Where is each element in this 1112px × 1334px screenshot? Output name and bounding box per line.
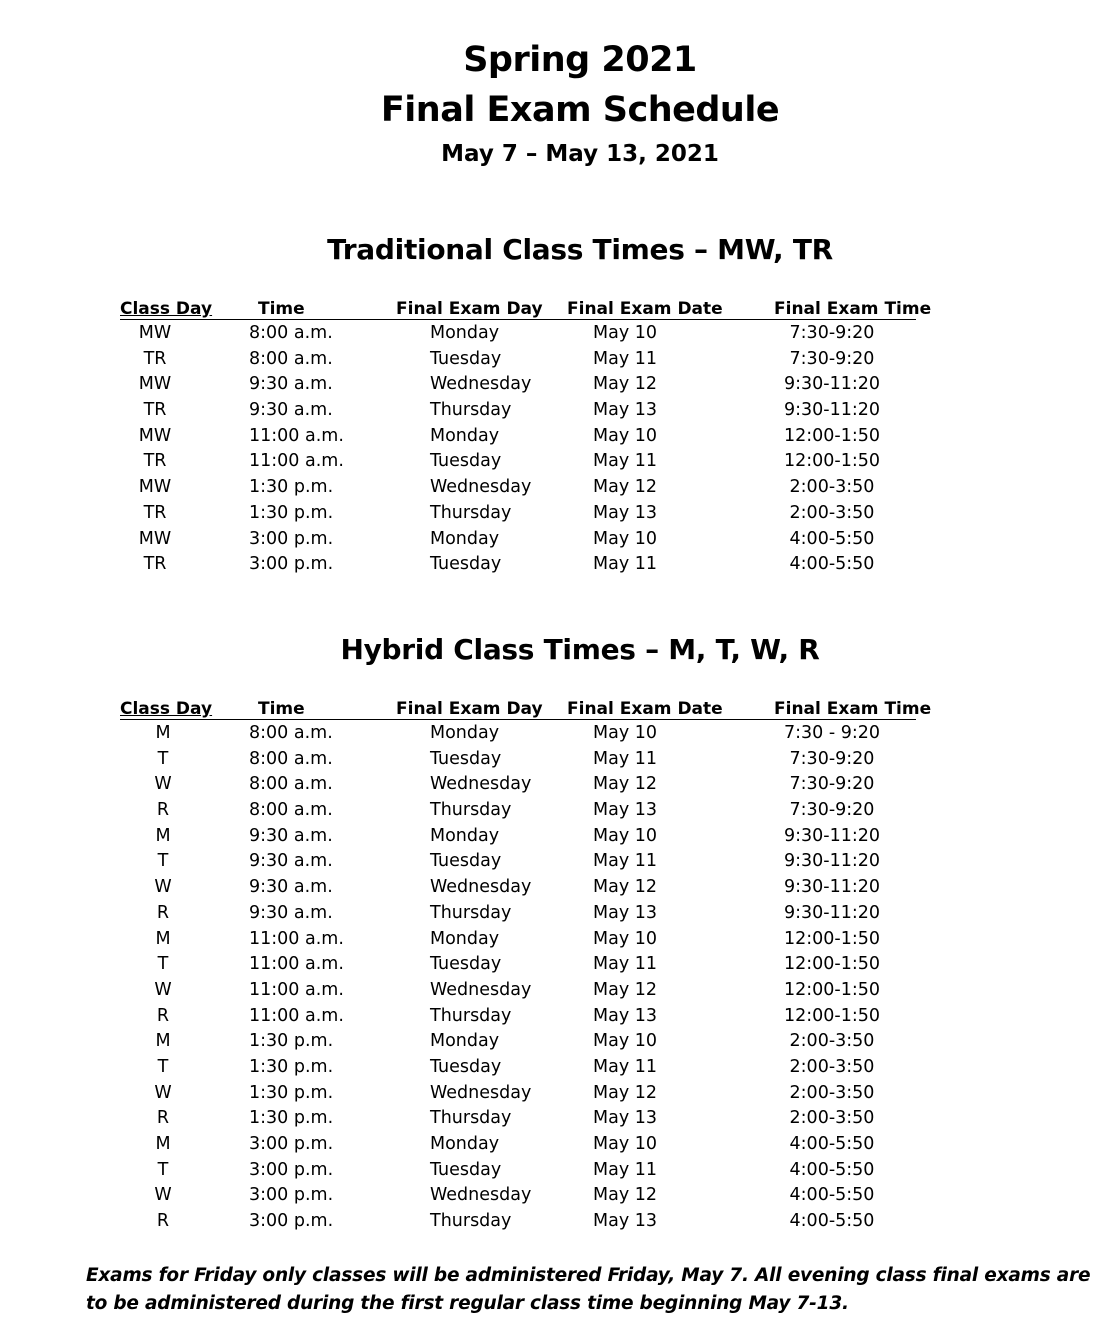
- cell-final-exam-day: Thursday: [430, 800, 512, 821]
- cell-class-day: M: [155, 928, 171, 949]
- cell-time: 8:00 a.m.: [249, 323, 333, 343]
- cell-final-exam-date: May 12: [593, 774, 658, 795]
- table-row: [0, 397, 1112, 423]
- cell-time: 11:00 a.m.: [249, 1005, 344, 1026]
- cell-final-exam-date: May 12: [593, 374, 658, 395]
- cell-final-exam-date: May 11: [593, 748, 658, 769]
- cell-final-exam-date: May 12: [593, 877, 658, 898]
- table-row: [0, 900, 1112, 926]
- table-row: [0, 951, 1112, 977]
- table-row: [0, 448, 1112, 474]
- column-header-time: Time: [258, 299, 305, 319]
- table-row: [0, 423, 1112, 449]
- cell-final-exam-day: Tuesday: [430, 451, 502, 472]
- cell-class-day: TR: [143, 348, 167, 369]
- table-row: [0, 1080, 1112, 1106]
- cell-class-day: TR: [143, 400, 167, 421]
- cell-time: 9:30 a.m.: [249, 877, 333, 898]
- table-header: [0, 698, 1112, 720]
- table-row: [0, 1054, 1112, 1080]
- cell-final-exam-day: Tuesday: [430, 554, 502, 575]
- table-row: [0, 874, 1112, 900]
- cell-time: 3:00 p.m.: [249, 1134, 334, 1154]
- cell-final-exam-time: 7:30-9:20: [789, 774, 875, 795]
- cell-final-exam-day: Monday: [430, 723, 500, 743]
- cell-final-exam-day: Tuesday: [430, 1056, 502, 1077]
- cell-final-exam-time: 12:00-1:50: [783, 425, 881, 446]
- cell-final-exam-date: May 11: [593, 348, 658, 369]
- cell-class-day: R: [156, 902, 170, 923]
- cell-final-exam-date: May 10: [593, 1134, 658, 1154]
- cell-class-day: W: [154, 877, 172, 898]
- cell-final-exam-time: 12:00-1:50: [783, 451, 881, 472]
- cell-final-exam-day: Monday: [430, 1134, 500, 1154]
- table-row: [0, 977, 1112, 1003]
- cell-final-exam-time: 2:00-3:50: [789, 502, 875, 523]
- cell-time: 9:30 a.m.: [249, 825, 333, 846]
- table-row: [0, 500, 1112, 526]
- cell-class-day: MW: [138, 528, 172, 549]
- cell-final-exam-day: Thursday: [430, 400, 512, 421]
- table-row: [0, 746, 1112, 772]
- cell-final-exam-time: 12:00-1:50: [783, 1005, 881, 1026]
- cell-final-exam-day: Wednesday: [430, 477, 532, 498]
- cell-final-exam-day: Monday: [430, 323, 500, 343]
- cell-time: 9:30 a.m.: [249, 400, 333, 421]
- cell-class-day: TR: [143, 554, 167, 575]
- table-row: [0, 848, 1112, 874]
- cell-final-exam-day: Tuesday: [430, 348, 502, 369]
- column-header-final-exam-date: Final Exam Date: [567, 699, 723, 719]
- column-header-final-exam-day: Final Exam Day: [396, 699, 543, 719]
- cell-time: 3:00 p.m.: [249, 1211, 334, 1232]
- cell-final-exam-time: 12:00-1:50: [783, 979, 881, 1000]
- cell-final-exam-time: 2:00-3:50: [789, 1031, 875, 1052]
- cell-time: 9:30 a.m.: [249, 851, 333, 872]
- cell-final-exam-time: 2:00-3:50: [789, 1056, 875, 1077]
- cell-final-exam-time: 9:30-11:20: [783, 374, 881, 395]
- cell-final-exam-day: Monday: [430, 528, 500, 549]
- cell-final-exam-time: 12:00-1:50: [783, 928, 881, 949]
- cell-class-day: W: [154, 1082, 172, 1103]
- cell-time: 11:00 a.m.: [249, 451, 344, 472]
- cell-final-exam-day: Monday: [430, 928, 500, 949]
- cell-final-exam-time: 7:30-9:20: [789, 800, 875, 821]
- cell-class-day: R: [156, 1005, 170, 1026]
- cell-final-exam-day: Thursday: [430, 1005, 512, 1026]
- table-row: [0, 346, 1112, 372]
- cell-final-exam-day: Thursday: [430, 1108, 512, 1129]
- cell-final-exam-date: May 12: [593, 477, 658, 498]
- cell-final-exam-time: 2:00-3:50: [789, 1108, 875, 1129]
- cell-final-exam-day: Wednesday: [430, 774, 532, 795]
- cell-final-exam-time: 4:00-5:50: [789, 554, 875, 575]
- column-header-class-day: Class Day: [120, 699, 213, 719]
- cell-time: 3:00 p.m.: [249, 528, 334, 549]
- cell-final-exam-day: Tuesday: [430, 954, 502, 975]
- cell-final-exam-date: May 13: [593, 800, 658, 821]
- hybrid-schedule-table: [0, 698, 1112, 1234]
- cell-final-exam-time: 4:00-5:50: [789, 1159, 875, 1180]
- cell-final-exam-day: Monday: [430, 425, 500, 446]
- table-row: [0, 1028, 1112, 1054]
- cell-time: 1:30 p.m.: [249, 1056, 334, 1077]
- cell-final-exam-date: May 13: [593, 1108, 658, 1129]
- table-row: [0, 320, 1112, 346]
- table-row: [0, 1182, 1112, 1208]
- cell-time: 11:00 a.m.: [249, 979, 344, 1000]
- cell-time: 8:00 a.m.: [249, 348, 333, 369]
- cell-class-day: MW: [138, 374, 172, 395]
- traditional-section-heading: Traditional Class Times – MW, TR: [327, 233, 833, 266]
- table-row: [0, 526, 1112, 552]
- cell-class-day: R: [156, 1108, 170, 1129]
- cell-final-exam-day: Thursday: [430, 1211, 512, 1232]
- cell-final-exam-time: 7:30-9:20: [789, 323, 875, 343]
- cell-final-exam-day: Thursday: [430, 502, 512, 523]
- cell-final-exam-time: 9:30-11:20: [783, 851, 881, 872]
- table-header: [0, 298, 1112, 320]
- cell-class-day: T: [157, 1159, 169, 1180]
- cell-class-day: R: [156, 800, 170, 821]
- column-header-final-exam-day: Final Exam Day: [396, 299, 543, 319]
- cell-final-exam-time: 2:00-3:50: [789, 477, 875, 498]
- cell-time: 8:00 a.m.: [249, 800, 333, 821]
- cell-final-exam-day: Wednesday: [430, 374, 532, 395]
- cell-final-exam-date: May 10: [593, 723, 658, 743]
- cell-final-exam-day: Monday: [430, 1031, 500, 1052]
- cell-final-exam-date: May 12: [593, 979, 658, 1000]
- cell-class-day: W: [154, 774, 172, 795]
- document-subtitle: Final Exam Schedule: [380, 90, 780, 130]
- cell-class-day: TR: [143, 502, 167, 523]
- cell-final-exam-time: 4:00-5:50: [789, 1185, 875, 1206]
- column-header-class-day: Class Day: [120, 299, 213, 319]
- cell-class-day: MW: [138, 477, 172, 498]
- cell-class-day: TR: [143, 451, 167, 472]
- cell-final-exam-time: 7:30 - 9:20: [783, 723, 881, 743]
- cell-final-exam-date: May 13: [593, 400, 658, 421]
- table-body: [0, 720, 1112, 1234]
- cell-time: 3:00 p.m.: [249, 1185, 334, 1206]
- table-row: [0, 1105, 1112, 1131]
- cell-time: 1:30 p.m.: [249, 1108, 334, 1129]
- cell-time: 11:00 a.m.: [249, 928, 344, 949]
- cell-final-exam-time: 7:30-9:20: [789, 348, 875, 369]
- table-row: [0, 551, 1112, 577]
- cell-class-day: M: [155, 1031, 171, 1052]
- cell-time: 11:00 a.m.: [249, 954, 344, 975]
- cell-final-exam-day: Wednesday: [430, 877, 532, 898]
- cell-final-exam-time: 4:00-5:50: [789, 1211, 875, 1232]
- cell-time: 1:30 p.m.: [249, 1082, 334, 1103]
- cell-time: 1:30 p.m.: [249, 477, 334, 498]
- cell-final-exam-date: May 10: [593, 425, 658, 446]
- cell-class-day: W: [154, 979, 172, 1000]
- cell-final-exam-day: Tuesday: [430, 851, 502, 872]
- cell-final-exam-date: May 11: [593, 851, 658, 872]
- cell-time: 1:30 p.m.: [249, 1031, 334, 1052]
- column-header-final-exam-date: Final Exam Date: [567, 299, 723, 319]
- cell-final-exam-date: May 13: [593, 1005, 658, 1026]
- cell-final-exam-time: 9:30-11:20: [783, 825, 881, 846]
- table-row: [0, 1003, 1112, 1029]
- cell-time: 8:00 a.m.: [249, 748, 333, 769]
- document-title: Spring 2021: [463, 40, 697, 80]
- cell-final-exam-date: May 13: [593, 902, 658, 923]
- table-row: [0, 823, 1112, 849]
- cell-time: 8:00 a.m.: [249, 723, 333, 743]
- cell-final-exam-day: Tuesday: [430, 1159, 502, 1180]
- table-row: [0, 1208, 1112, 1234]
- cell-time: 3:00 p.m.: [249, 554, 334, 575]
- cell-final-exam-date: May 12: [593, 1082, 658, 1103]
- cell-final-exam-time: 4:00-5:50: [789, 528, 875, 549]
- cell-time: 8:00 a.m.: [249, 774, 333, 795]
- hybrid-section-heading: Hybrid Class Times – M, T, W, R: [340, 633, 820, 666]
- cell-class-day: T: [157, 748, 169, 769]
- table-body: [0, 320, 1112, 577]
- cell-time: 9:30 a.m.: [249, 902, 333, 923]
- cell-class-day: MW: [138, 323, 172, 343]
- table-row: [0, 1157, 1112, 1183]
- cell-final-exam-date: May 10: [593, 928, 658, 949]
- cell-final-exam-day: Wednesday: [430, 979, 532, 1000]
- table-row: [0, 371, 1112, 397]
- cell-final-exam-date: May 11: [593, 1056, 658, 1077]
- cell-final-exam-date: May 10: [593, 1031, 658, 1052]
- cell-final-exam-time: 9:30-11:20: [783, 877, 881, 898]
- cell-final-exam-time: 9:30-11:20: [783, 902, 881, 923]
- cell-final-exam-time: 9:30-11:20: [783, 400, 881, 421]
- cell-final-exam-day: Tuesday: [430, 748, 502, 769]
- table-row: [0, 1131, 1112, 1157]
- footnote: Exams for Friday only classes will be administered Friday, May 7. All evening class final exams are to be administered during the first regular class time beginning May 7-13.: [86, 1265, 1091, 1314]
- cell-class-day: MW: [138, 425, 172, 446]
- cell-class-day: T: [157, 1056, 169, 1077]
- column-header-final-exam-time: Final Exam Time: [774, 699, 932, 719]
- column-header-time: Time: [258, 699, 305, 719]
- cell-final-exam-day: Wednesday: [430, 1185, 532, 1206]
- cell-time: 3:00 p.m.: [249, 1159, 334, 1180]
- cell-final-exam-day: Thursday: [430, 902, 512, 923]
- cell-class-day: W: [154, 1185, 172, 1206]
- cell-final-exam-time: 4:00-5:50: [789, 1134, 875, 1154]
- cell-class-day: M: [155, 723, 171, 743]
- date-range: May 7 – May 13, 2021: [441, 141, 719, 167]
- cell-time: 11:00 a.m.: [249, 425, 344, 446]
- cell-class-day: M: [155, 1134, 171, 1154]
- cell-class-day: T: [157, 851, 169, 872]
- cell-class-day: R: [156, 1211, 170, 1232]
- cell-final-exam-date: May 11: [593, 554, 658, 575]
- cell-final-exam-date: May 10: [593, 528, 658, 549]
- cell-final-exam-time: 7:30-9:20: [789, 748, 875, 769]
- cell-final-exam-day: Wednesday: [430, 1082, 532, 1103]
- cell-final-exam-date: May 13: [593, 1211, 658, 1232]
- column-header-final-exam-time: Final Exam Time: [774, 299, 932, 319]
- table-row: [0, 771, 1112, 797]
- cell-final-exam-date: May 11: [593, 451, 658, 472]
- table-row: [0, 926, 1112, 952]
- traditional-schedule-table: [0, 298, 1112, 577]
- cell-final-exam-date: May 13: [593, 502, 658, 523]
- cell-class-day: T: [157, 954, 169, 975]
- table-row: [0, 474, 1112, 500]
- cell-time: 9:30 a.m.: [249, 374, 333, 395]
- table-row: [0, 797, 1112, 823]
- cell-time: 1:30 p.m.: [249, 502, 334, 523]
- table-row: [0, 720, 1112, 746]
- cell-final-exam-date: May 10: [593, 323, 658, 343]
- cell-final-exam-time: 12:00-1:50: [783, 954, 881, 975]
- cell-final-exam-date: May 10: [593, 825, 658, 846]
- cell-final-exam-date: May 12: [593, 1185, 658, 1206]
- cell-final-exam-date: May 11: [593, 954, 658, 975]
- cell-class-day: M: [155, 825, 171, 846]
- cell-final-exam-time: 2:00-3:50: [789, 1082, 875, 1103]
- cell-final-exam-day: Monday: [430, 825, 500, 846]
- cell-final-exam-date: May 11: [593, 1159, 658, 1180]
